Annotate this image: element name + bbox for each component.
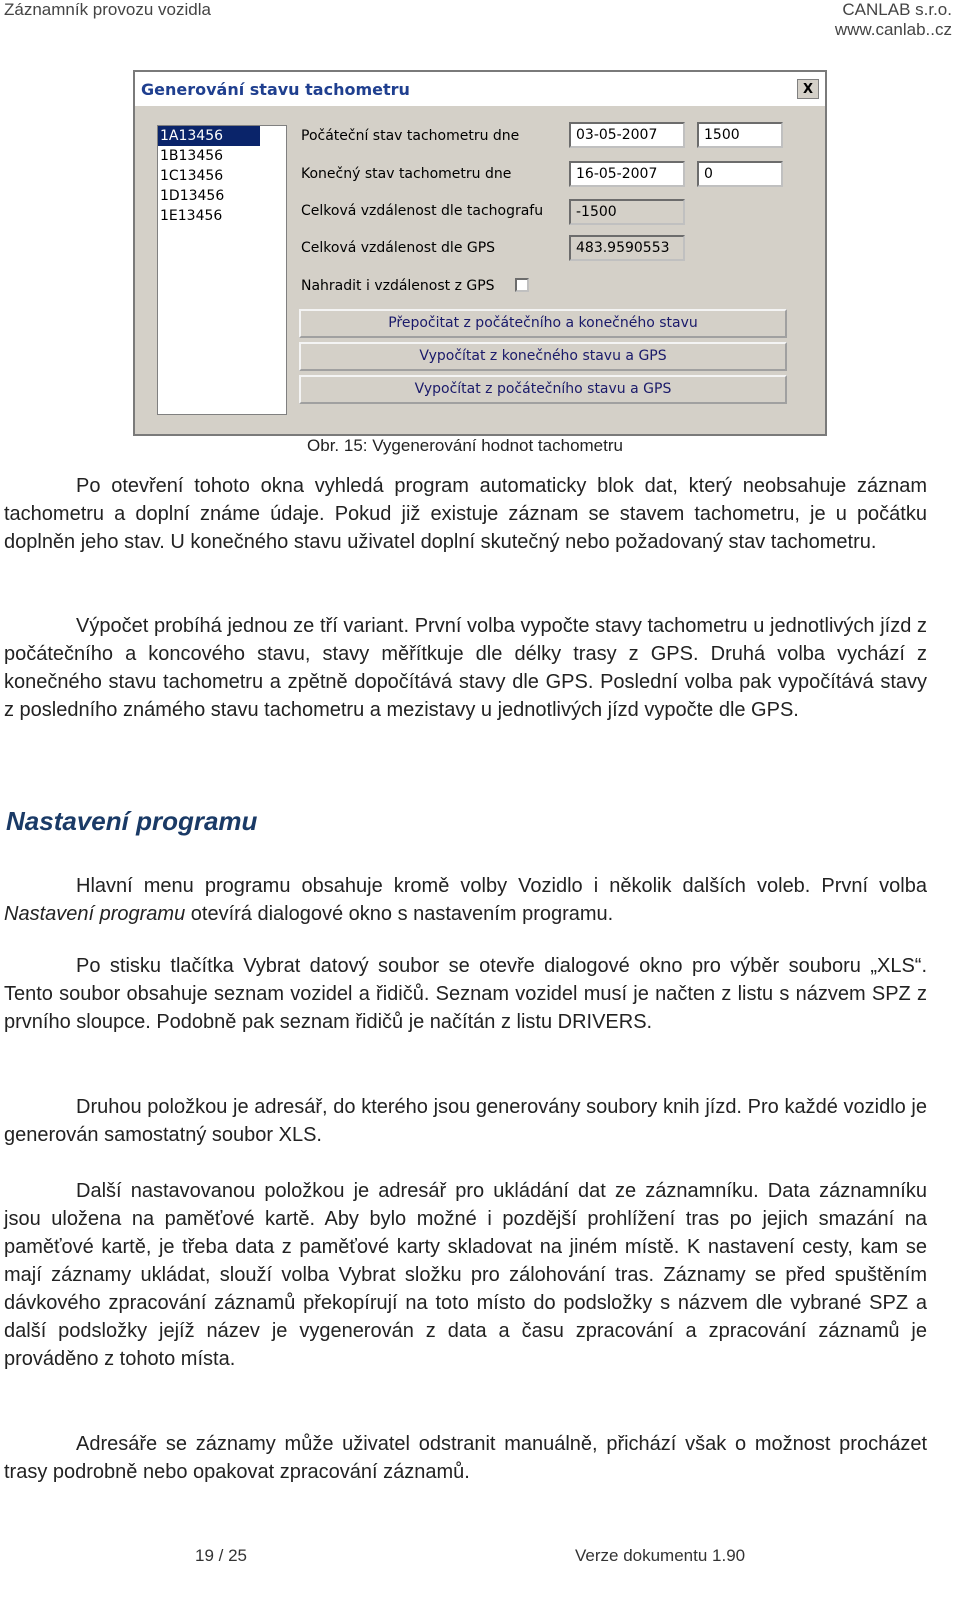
paragraph: Další nastavovanou položkou je adresář pro ukládání dat ze záznamníku. Data záznamníku jsou uložena na paměťové kartě. Aby bylo možné i pozdější prohlížení tras po jejich smazání na paměťové kartě, je třeba data z paměťové karty skladovat na jiném místě. K nastavení cesty, kam se mají záznamy ukládat, slouží volba Vybrat složku pro zálohování tras. Záznamy se před spuštěním dávkového zpracování záznamů překopírují na toto místo do podsložky s názvem dle vybrané SPZ a další podsložky jejíž název je vygenerován z data a času zpracování a zpracování záznamů je prováděno z tohoto místa. [4, 1180, 927, 1370]
company-name: CANLAB s.r.o. [842, 0, 952, 19]
calc-from-start-gps-button[interactable]: Vypočítat z počátečního stavu a GPS [299, 375, 787, 404]
end-value-field[interactable]: 0 [697, 161, 783, 187]
paragraph: Druhou položkou je adresář, do kterého jsou generovány soubory knih jízd. Pro každé vozidlo je generován samostatný soubor XLS. [4, 1096, 927, 1146]
tachograph-distance-label: Celková vzdálenost dle tachografu [301, 203, 544, 219]
gps-distance-field: 483.9590553 [569, 235, 685, 261]
company-website: www.canlab..cz [834, 20, 952, 39]
paragraph: Výpočet probíhá jednou ze tří variant. První volba vypočte stavy tachometru u jednotlivých jízd z počátečního a koncového stavu, stavy měřítkuje dle délky trasy z GPS. Druhá volba vychází z konečného stavu tachometru a zpětně dopočítává stavy dle GPS. Poslední volba pak vypočítává stavy z posledního známého stavu tachometru a mezistavy u jednotlivých jízd vypočte dle GPS. [4, 615, 927, 721]
paragraph: Hlavní menu programu obsahuje kromě volby Vozidlo i několik dalších voleb. První volba Nastavení programu otevírá dialogové okno s nastavením programu. [4, 875, 927, 925]
dialog-title: Generování stavu tachometru [141, 79, 410, 99]
paragraph: Po stisku tlačítka Vybrat datový soubor se otevře dialogové okno pro výběr souboru „XLS“. Tento soubor obsahuje seznam vozidel a řidičů. Seznam vozidel musí je načten z listu s názvem SPZ z prvního sloupce. Podobně pak seznam řidičů je načítán z listu DRIVERS. [4, 955, 927, 1033]
list-item[interactable]: 1E13456 [160, 208, 223, 224]
list-item[interactable]: 1B13456 [160, 148, 224, 164]
recalc-start-end-button[interactable]: Přepočitat z počátečního a konečného stavu [299, 309, 787, 338]
replace-gps-checkbox[interactable] [515, 278, 529, 292]
section-heading: Nastavení programu [6, 806, 258, 836]
gps-distance-label: Celková vzdálenost dle GPS [301, 240, 496, 256]
close-icon[interactable]: X [797, 79, 819, 99]
end-date-field[interactable]: 16-05-2007 [569, 161, 685, 187]
document-header-title: Záznamník provozu vozidla [4, 0, 211, 19]
page-number: 19 / 25 [195, 1546, 247, 1565]
paragraph: Po otevření tohoto okna vyhledá program automaticky blok dat, který neobsahuje záznam tachometru a doplní známe údaje. Pokud již existuje záznam se stavem tachometru, je u počátku doplněn jeho stav. U konečného stavu uživatel doplní skutečný nebo požadovaný stav tachometru. [4, 475, 927, 553]
dialog-titlebar [135, 72, 825, 106]
list-item[interactable]: 1A13456 [158, 126, 260, 146]
start-state-label: Počáteční stav tachometru dne [301, 128, 520, 144]
start-date-field[interactable]: 03-05-2007 [569, 122, 685, 148]
list-item[interactable]: 1C13456 [160, 168, 224, 184]
calc-from-end-gps-button[interactable]: Vypočítat z konečného stavu a GPS [299, 342, 787, 371]
emphasis: Nastavení programu [4, 903, 186, 925]
figure-caption: Obr. 15: Vygenerování hodnot tachometru [307, 436, 623, 455]
tachometer-dialog-screenshot [133, 70, 827, 436]
replace-gps-label: Nahradit i vzdálenost z GPS [301, 278, 495, 294]
document-header-company [835, 0, 952, 40]
vehicle-listbox[interactable] [157, 125, 287, 415]
paragraph: Adresáře se záznamy může uživatel odstranit manuálně, přichází však o možnost procházet trasy podrobně nebo opakovat zpracování záznamů. [4, 1433, 927, 1483]
document-version: Verze dokumentu 1.90 [575, 1546, 746, 1565]
tachograph-distance-field: -1500 [569, 199, 685, 225]
start-value-field[interactable]: 1500 [697, 122, 783, 148]
list-item[interactable]: 1D13456 [160, 188, 225, 204]
end-state-label: Konečný stav tachometru dne [301, 166, 512, 182]
